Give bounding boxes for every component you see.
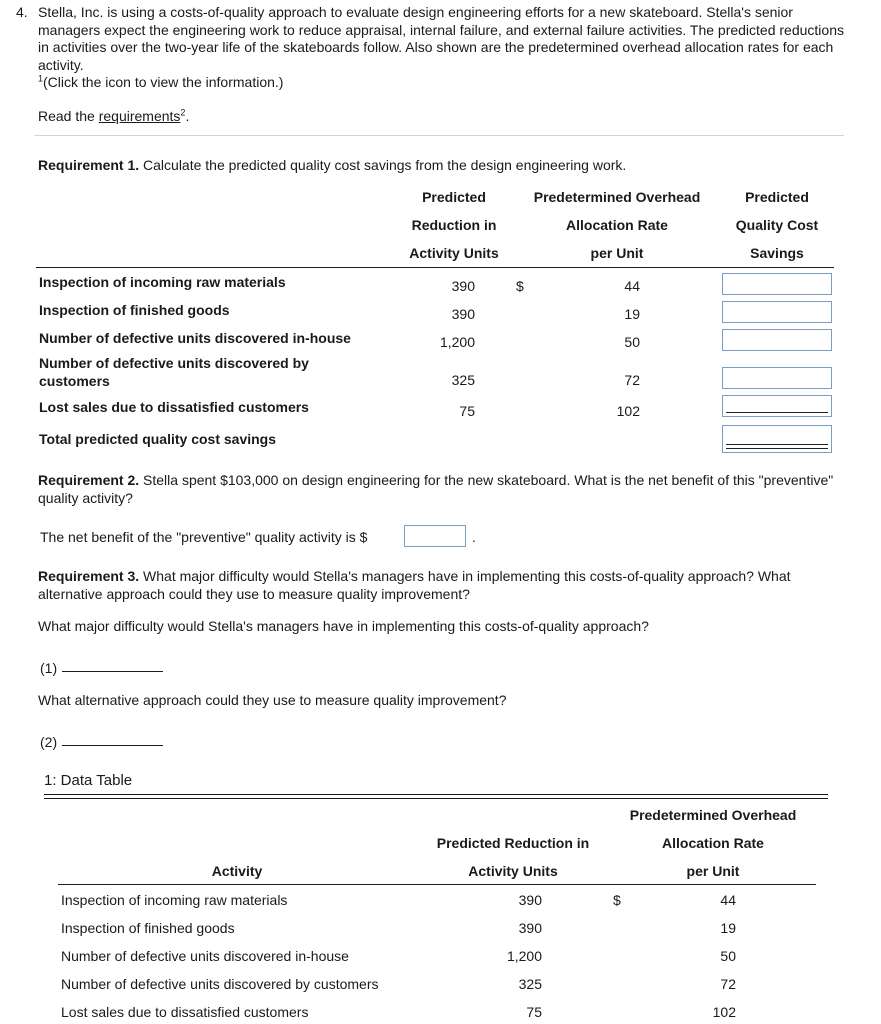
col-header-savings: Predicted Quality Cost Savings	[735, 189, 819, 261]
rate-value: 72	[624, 372, 640, 388]
dt-header-rule	[58, 884, 816, 885]
problem-text: Stella, Inc. is using a costs-of-quality approach to evaluate design engineering efforts for a new skateboard. Stella's senior managers expect the engineering work to reduce appraisal, internal failure, and external failure activities. The predicted reductions in activities over the two-year life of the skateboards follow. Also shown are the predetermined overhead allocation rates for each activity.	[38, 4, 844, 73]
units-value: 75	[459, 403, 475, 419]
rate-value: 44	[624, 278, 640, 294]
rate-value: 19	[624, 306, 640, 322]
dt-currency-symbol: $	[613, 892, 621, 908]
data-table-title: 1: Data Table	[44, 772, 133, 789]
read-requirements: Read the requirements$^2$.	[38, 107, 190, 124]
net-benefit-prompt: The net benefit of the "preventive" quality activity is $	[40, 529, 368, 545]
rate-value: 50	[624, 334, 640, 350]
dt-units-value: 390	[518, 892, 542, 908]
requirement-2-heading: Requirement 2. Stella spent $103,000 on design engineering for the new skateboard. What is the net benefit of this "preventive" quality activity?	[38, 472, 834, 506]
requirements-link[interactable]: requirements	[98, 108, 181, 124]
answer-2-label: (2)	[40, 734, 58, 750]
units-value: 390	[451, 278, 475, 294]
col-header-rate: Predetermined Overhead Allocation Rate per Unit	[533, 189, 701, 261]
dt-rate-value: 19	[720, 920, 736, 936]
units-value: 390	[451, 306, 475, 322]
dt-units-value: 1,200	[506, 948, 542, 964]
units-value: 1,200	[439, 334, 475, 350]
click-icon-note: (Click the icon to view the information.)	[43, 74, 284, 90]
answer-2-dropdown[interactable]	[62, 745, 163, 746]
section-divider	[34, 135, 844, 136]
footnote-marker: 1	[38, 73, 44, 84]
dt-row-activity: Inspection of incoming raw materials	[61, 892, 288, 908]
currency-symbol: $	[516, 278, 524, 294]
total-label: Total predicted quality cost savings	[39, 431, 277, 447]
row-label: Inspection of finished goods	[39, 302, 230, 318]
total-savings-input[interactable]	[722, 425, 832, 453]
dt-rate-value: 44	[720, 892, 736, 908]
dt-col-header-activity: Activity	[211, 863, 263, 879]
dt-rate-value: 102	[712, 1004, 736, 1020]
problem-number: 4.	[16, 4, 28, 20]
dt-row-activity: Inspection of finished goods	[61, 920, 235, 936]
requirement-3-heading: Requirement 3. What major difficulty would Stella's managers have in implementing this costs-of-quality approach? What alternative approach could they use to measure quality improvement?	[38, 568, 791, 602]
row-label: Lost sales due to dissatisfied customers	[39, 399, 309, 415]
dt-units-value: 325	[518, 976, 542, 992]
answer-1-dropdown[interactable]	[62, 671, 163, 672]
problem-intro	[16, 4, 846, 92]
question-1: What major difficulty would Stella's managers have in implementing this costs-of-quality approach?	[38, 618, 649, 634]
units-value: 325	[451, 372, 475, 388]
header-rule	[36, 267, 834, 268]
net-benefit-suffix: .	[472, 529, 476, 545]
question-2: What alternative approach could they use to measure quality improvement?	[38, 692, 507, 708]
row-label: Number of defective units discovered in-house	[39, 330, 351, 346]
dt-units-value: 75	[526, 1004, 542, 1020]
net-benefit-input[interactable]	[404, 525, 466, 547]
data-table-rule-top	[44, 794, 828, 795]
row-label: Inspection of incoming raw materials	[39, 274, 286, 290]
row-label: Number of defective units discovered by customers	[39, 355, 309, 389]
dt-row-activity: Number of defective units discovered in-house	[61, 948, 349, 964]
dt-rate-value: 50	[720, 948, 736, 964]
dt-col-header-reduction: Predicted Reduction in Activity Units	[436, 835, 590, 879]
answer-1-label: (1)	[40, 660, 58, 676]
rate-value: 102	[616, 403, 640, 419]
savings-input[interactable]	[722, 273, 832, 295]
dt-row-activity: Lost sales due to dissatisfied customers	[61, 1004, 309, 1020]
dt-row-activity: Number of defective units discovered by customers	[61, 976, 379, 992]
savings-input[interactable]	[722, 329, 832, 351]
requirement-1-heading: Requirement 1. Calculate the predicted quality cost savings from the design engineering work.	[38, 157, 627, 173]
dt-rate-value: 72	[720, 976, 736, 992]
dt-col-header-rate: Predetermined Overhead Allocation Rate per Unit	[629, 807, 797, 879]
dt-units-value: 390	[518, 920, 542, 936]
savings-input[interactable]	[722, 301, 832, 323]
data-table-rule-top2	[44, 798, 828, 799]
savings-input[interactable]	[722, 395, 832, 417]
col-header-reduction: Predicted Reduction in Activity Units	[409, 189, 499, 261]
savings-input[interactable]	[722, 367, 832, 389]
